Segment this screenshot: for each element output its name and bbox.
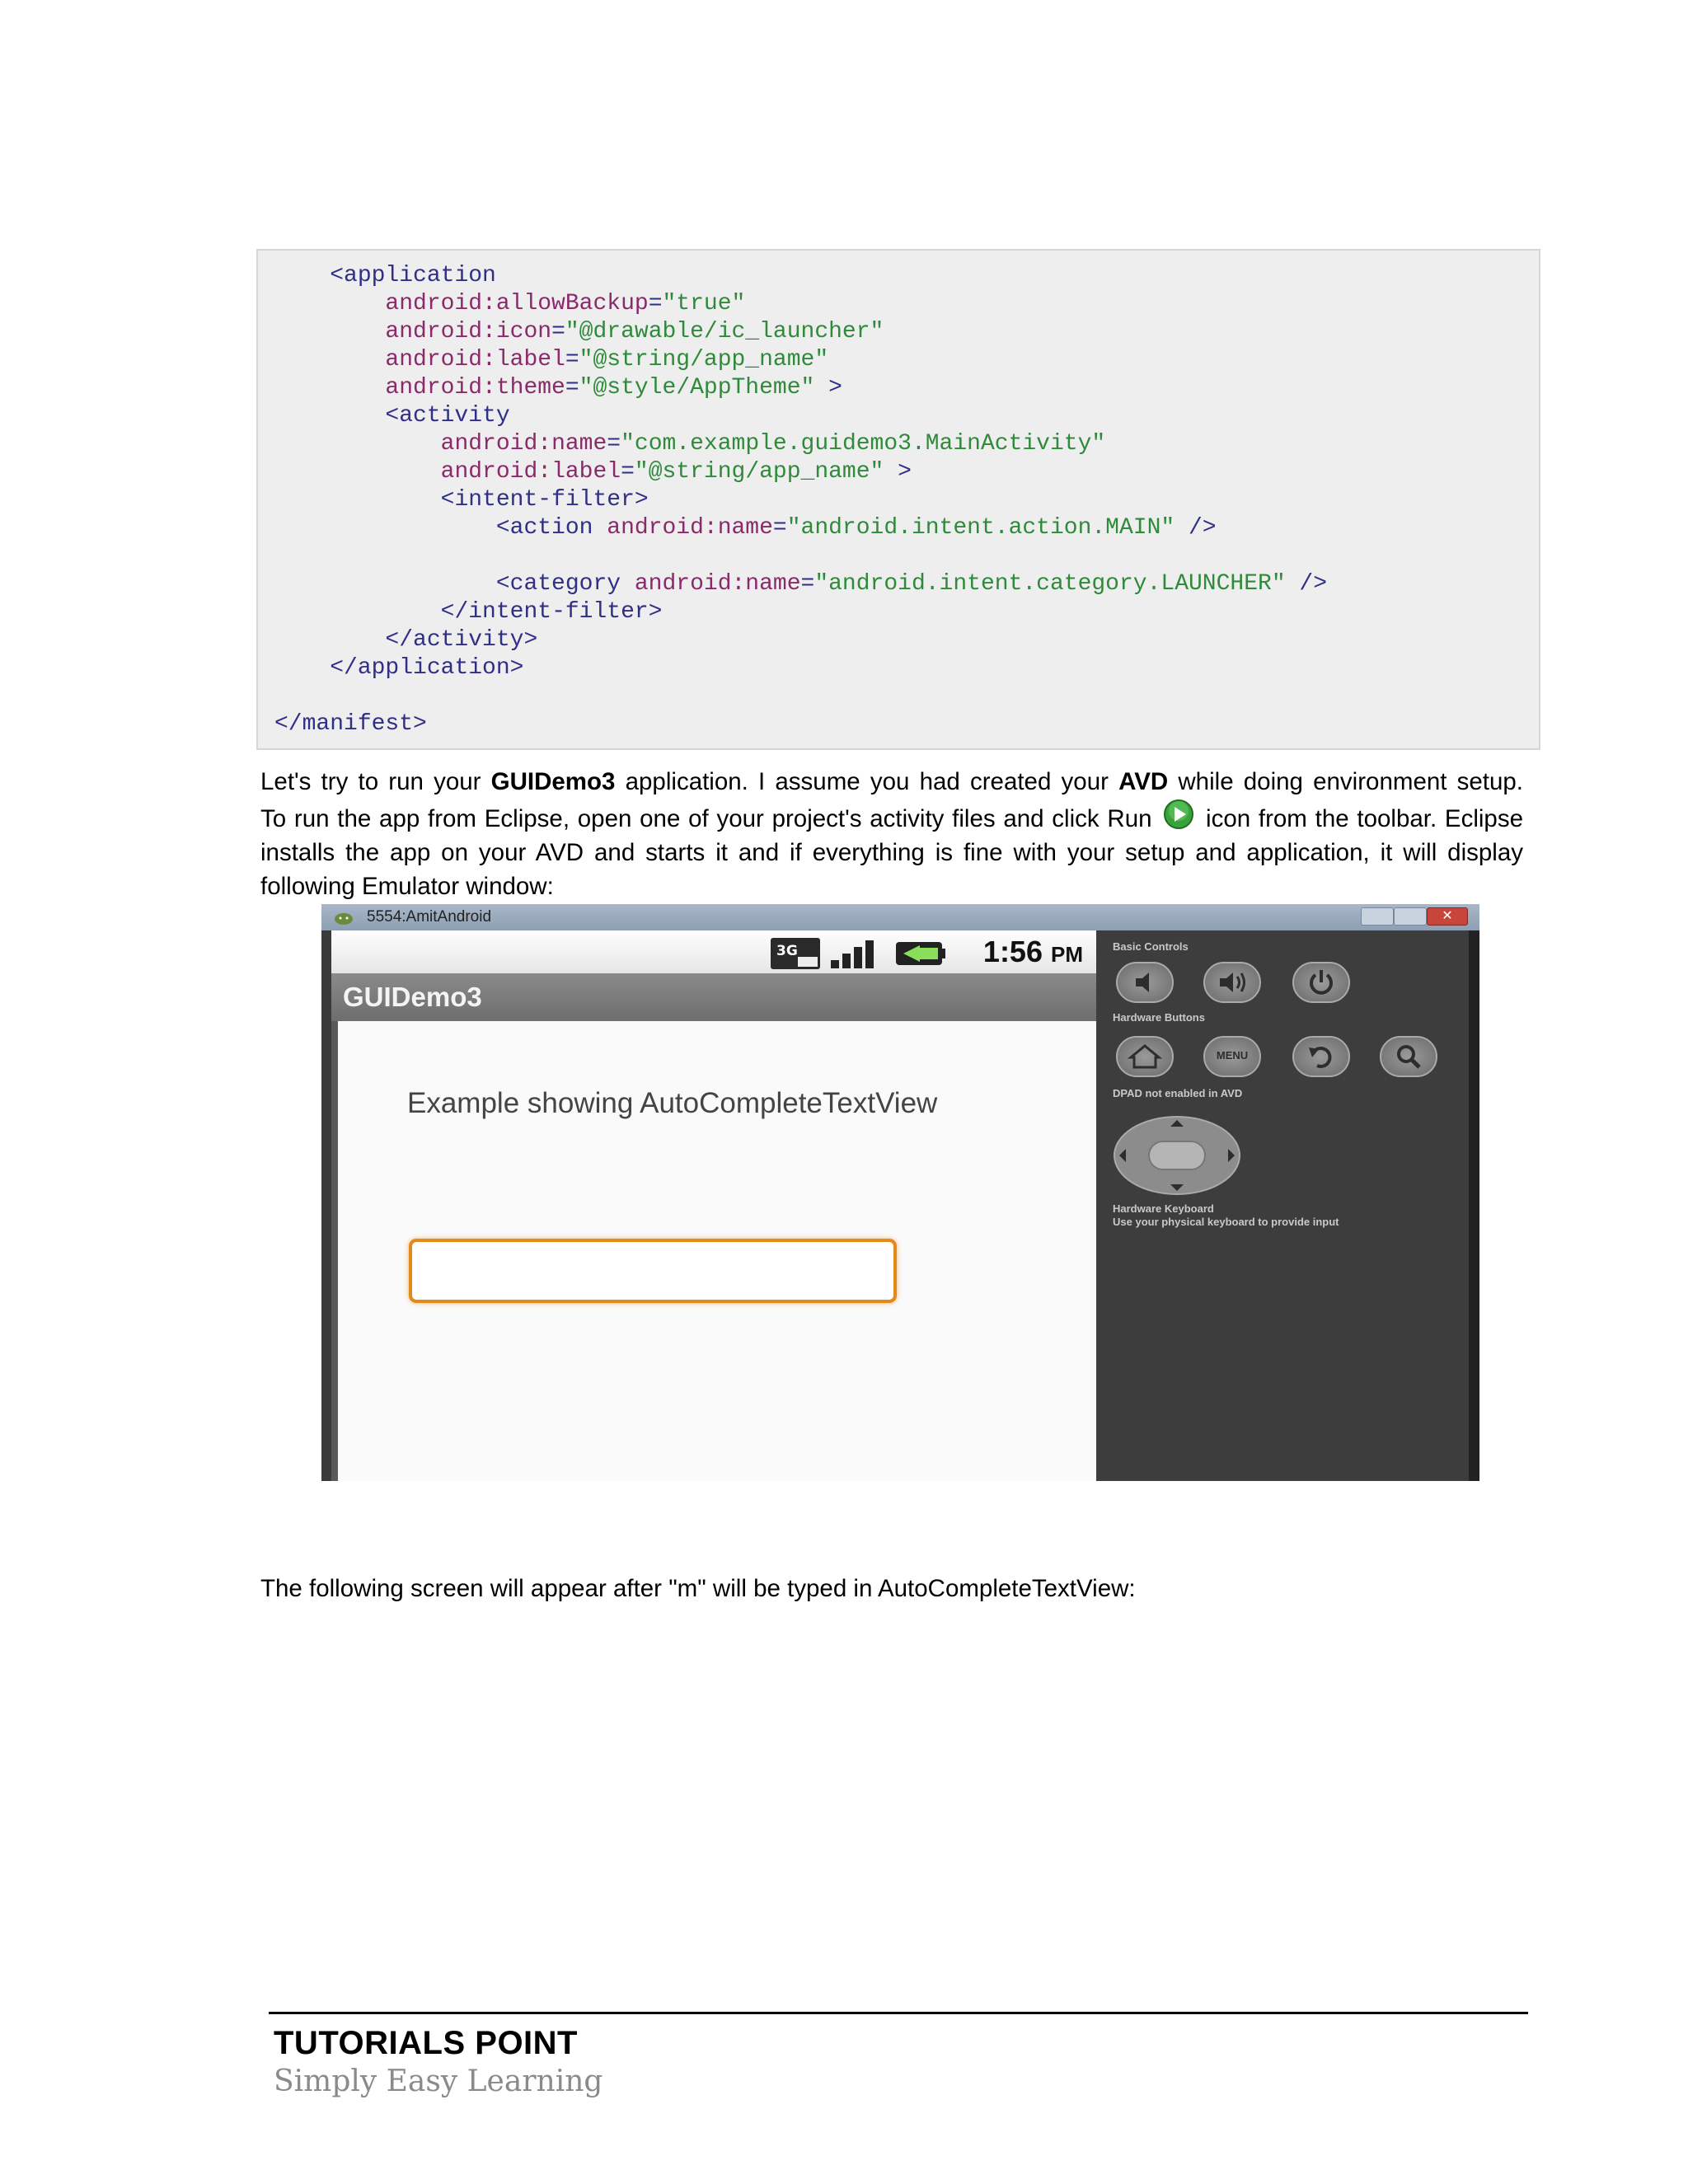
hardware-keyboard-label: Hardware Keyboard [1113, 1202, 1214, 1215]
code-token: <category [495, 571, 635, 597]
search-icon [1381, 1038, 1436, 1076]
code-line [274, 710, 427, 738]
code-token: = [565, 347, 579, 373]
code-token: "@drawable/ic_launcher" [565, 319, 884, 344]
keyboard-hint: Use your physical keyboard to provide input [1113, 1216, 1339, 1228]
paragraph-line-3: installs the app on your AVD and starts it and if everything is fine with your setup and application, it will display [260, 839, 1523, 866]
code-token: <application [330, 263, 496, 288]
autocomplete-input[interactable] [409, 1239, 897, 1303]
volume-up-button[interactable] [1203, 962, 1261, 1003]
code-token: <activity [385, 403, 510, 429]
home-icon [1118, 1038, 1172, 1076]
dpad-label: DPAD not enabled in AVD [1113, 1087, 1243, 1099]
code-token: <intent-filter> [440, 487, 649, 513]
emulator-window [321, 904, 1479, 1481]
code-line [274, 626, 537, 654]
code-line [274, 262, 496, 290]
code-line [274, 374, 842, 402]
volume-down-button[interactable] [1116, 962, 1174, 1003]
status-bar [331, 930, 1096, 973]
code-line [274, 430, 1105, 458]
code-token: /> [1175, 515, 1217, 541]
footer-divider [269, 2012, 1528, 2014]
back-button[interactable] [1292, 1036, 1350, 1077]
run-icon [1163, 799, 1194, 830]
example-label: Example showing AutoCompleteTextView [407, 1087, 938, 1119]
code-line [274, 402, 510, 430]
maximize-button[interactable] [1394, 907, 1427, 926]
svg-text:3G: 3G [776, 943, 798, 959]
code-token: android:theme [385, 375, 565, 401]
window-controls [1303, 906, 1468, 926]
code-line [274, 654, 523, 682]
code-token: "true" [662, 291, 746, 316]
power-icon [1294, 963, 1348, 1001]
control-panel [1096, 930, 1469, 1481]
code-token: = [551, 319, 565, 344]
footer-tagline: Simply Easy Learning [274, 2064, 603, 2098]
code-token: </activity> [385, 627, 538, 653]
code-line [274, 290, 745, 318]
battery-icon [895, 940, 946, 967]
code-token: android:allowBackup [385, 291, 649, 316]
app-title: GUIDemo3 [343, 982, 482, 1012]
hardware-buttons-label: Hardware Buttons [1113, 1011, 1205, 1024]
code-token: "@style/AppTheme" [579, 375, 815, 401]
code-token: > [884, 459, 912, 485]
code-token: "android.intent.category.LAUNCHER" [814, 571, 1286, 597]
code-token: android:icon [385, 319, 552, 344]
code-token: android:name [607, 515, 773, 541]
code-token: android:name [440, 431, 607, 457]
basic-controls-label: Basic Controls [1113, 940, 1189, 953]
code-token: /> [1285, 571, 1328, 597]
code-line [274, 346, 828, 374]
close-button[interactable]: ✕ [1427, 907, 1468, 926]
footer-brand: TUTORIALS POINT [274, 2025, 578, 2061]
android-icon [333, 909, 354, 926]
paragraph-line-1: Let's try to run your GUIDemo3 application. I assume you had created your AVD while doing environment setup. [260, 768, 1523, 795]
volume-up-icon [1205, 963, 1259, 1001]
minimize-button[interactable] [1361, 907, 1394, 926]
menu-button[interactable] [1203, 1036, 1261, 1077]
paragraph-line-4: following Emulator window: [260, 873, 554, 900]
code-token: "android.intent.action.MAIN" [786, 515, 1175, 541]
code-token: android:label [440, 459, 621, 485]
clock: 1:56 PM [982, 935, 1083, 968]
emulator-title: 5554:AmitAndroid [367, 908, 492, 926]
code-token: = [565, 375, 579, 401]
phone-screen [331, 930, 1096, 1481]
code-token: "@string/app_name" [579, 347, 829, 373]
body-paragraph [260, 765, 1523, 903]
power-button[interactable] [1292, 962, 1350, 1003]
screen-edge [331, 1021, 338, 1481]
code-line [274, 598, 662, 626]
code-token: "@string/app_name" [634, 459, 884, 485]
code-token: "com.example.guidemo3.MainActivity" [621, 431, 1106, 457]
code-token: </application> [330, 655, 524, 681]
paragraph-line-2: To run the app from Eclipse, open one of your project's activity files and click Run icon from the toolbar. Eclipse [260, 799, 1523, 836]
code-token: android:label [385, 347, 565, 373]
home-button[interactable] [1116, 1036, 1174, 1077]
code-token: </manifest> [274, 711, 427, 737]
code-token: android:name [634, 571, 801, 597]
code-line [274, 318, 884, 346]
code-token: = [621, 459, 635, 485]
menu-button-label: MENU [1216, 1049, 1249, 1062]
code-line [274, 486, 649, 514]
code-line [274, 570, 1327, 598]
dpad-icon [1113, 1115, 1241, 1196]
code-token: = [772, 515, 787, 541]
code-token: = [800, 571, 815, 597]
window-edge [1469, 930, 1479, 1481]
code-token: = [648, 291, 663, 316]
code-token: > [814, 375, 842, 401]
network-3g-icon [770, 937, 821, 970]
code-token: </intent-filter> [440, 599, 663, 625]
search-button[interactable] [1380, 1036, 1437, 1077]
code-line [274, 514, 1217, 542]
caption-text: The following screen will appear after "m" will be typed in AutoCompleteTextView: [260, 1575, 1136, 1602]
code-token: <action [495, 515, 607, 541]
code-token: = [607, 431, 621, 457]
signal-icon [829, 937, 882, 970]
code-line [274, 458, 912, 486]
emulator-titlebar [321, 904, 1479, 930]
app-title-bar [331, 973, 1096, 1021]
code-block [256, 249, 1540, 750]
back-icon [1294, 1038, 1348, 1076]
volume-down-icon [1118, 963, 1172, 1001]
